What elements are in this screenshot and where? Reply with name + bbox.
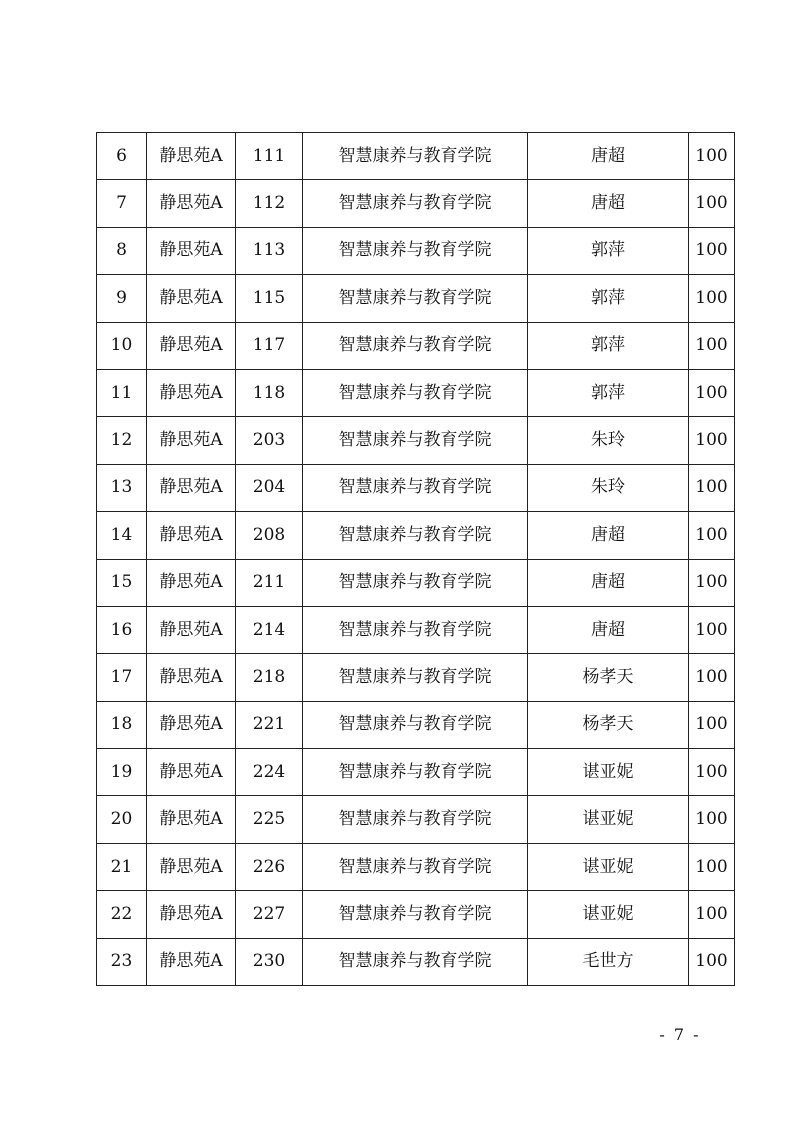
building-cell: 静思苑A (147, 369, 236, 416)
building-cell: 静思苑A (147, 464, 236, 511)
score-cell: 100 (689, 796, 735, 843)
row-number-cell: 20 (97, 796, 147, 843)
row-number-cell: 12 (97, 417, 147, 464)
table-row (97, 796, 735, 843)
row-number-cell: 6 (97, 133, 147, 180)
room-number-cell: 118 (236, 369, 303, 416)
responsible-person-cell: 毛世方 (528, 938, 689, 985)
score-cell: 100 (689, 512, 735, 559)
building-cell: 静思苑A (147, 749, 236, 796)
room-number-cell: 214 (236, 606, 303, 653)
score-cell: 100 (689, 417, 735, 464)
table-row (97, 843, 735, 890)
table-row (97, 180, 735, 227)
table-row (97, 938, 735, 985)
row-number-cell: 14 (97, 512, 147, 559)
responsible-person-cell: 谌亚妮 (528, 843, 689, 890)
row-number-cell: 21 (97, 843, 147, 890)
building-cell: 静思苑A (147, 417, 236, 464)
score-cell: 100 (689, 275, 735, 322)
table-row (97, 464, 735, 511)
college-cell: 智慧康养与教育学院 (303, 654, 528, 701)
college-cell: 智慧康养与教育学院 (303, 464, 528, 511)
responsible-person-cell: 谌亚妮 (528, 891, 689, 938)
building-cell: 静思苑A (147, 606, 236, 653)
score-cell: 100 (689, 322, 735, 369)
table-row (97, 559, 735, 606)
table-row (97, 369, 735, 416)
score-cell: 100 (689, 749, 735, 796)
college-cell: 智慧康养与教育学院 (303, 606, 528, 653)
college-cell: 智慧康养与教育学院 (303, 701, 528, 748)
college-cell: 智慧康养与教育学院 (303, 796, 528, 843)
responsible-person-cell: 郭萍 (528, 227, 689, 274)
page-number: - 7 - (659, 1025, 701, 1044)
college-cell: 智慧康养与教育学院 (303, 559, 528, 606)
score-cell: 100 (689, 938, 735, 985)
dormitory-score-table (96, 132, 735, 986)
table-row (97, 322, 735, 369)
score-cell: 100 (689, 227, 735, 274)
building-cell: 静思苑A (147, 654, 236, 701)
responsible-person-cell: 郭萍 (528, 275, 689, 322)
score-cell: 100 (689, 606, 735, 653)
building-cell: 静思苑A (147, 891, 236, 938)
responsible-person-cell: 唐超 (528, 512, 689, 559)
score-cell: 100 (689, 133, 735, 180)
room-number-cell: 204 (236, 464, 303, 511)
college-cell: 智慧康养与教育学院 (303, 749, 528, 796)
responsible-person-cell: 杨孝天 (528, 701, 689, 748)
room-number-cell: 224 (236, 749, 303, 796)
table-row (97, 512, 735, 559)
building-cell: 静思苑A (147, 133, 236, 180)
college-cell: 智慧康养与教育学院 (303, 938, 528, 985)
responsible-person-cell: 唐超 (528, 559, 689, 606)
building-cell: 静思苑A (147, 227, 236, 274)
responsible-person-cell: 唐超 (528, 606, 689, 653)
room-number-cell: 221 (236, 701, 303, 748)
row-number-cell: 8 (97, 227, 147, 274)
responsible-person-cell: 唐超 (528, 180, 689, 227)
room-number-cell: 203 (236, 417, 303, 464)
row-number-cell: 18 (97, 701, 147, 748)
table-row (97, 275, 735, 322)
responsible-person-cell: 谌亚妮 (528, 749, 689, 796)
row-number-cell: 15 (97, 559, 147, 606)
score-cell: 100 (689, 891, 735, 938)
responsible-person-cell: 杨孝天 (528, 654, 689, 701)
table-row (97, 749, 735, 796)
score-cell: 100 (689, 701, 735, 748)
table-row (97, 417, 735, 464)
row-number-cell: 17 (97, 654, 147, 701)
college-cell: 智慧康养与教育学院 (303, 891, 528, 938)
table-row (97, 701, 735, 748)
responsible-person-cell: 唐超 (528, 133, 689, 180)
row-number-cell: 11 (97, 369, 147, 416)
college-cell: 智慧康养与教育学院 (303, 512, 528, 559)
room-number-cell: 225 (236, 796, 303, 843)
table-row (97, 654, 735, 701)
score-cell: 100 (689, 654, 735, 701)
row-number-cell: 9 (97, 275, 147, 322)
room-number-cell: 117 (236, 322, 303, 369)
row-number-cell: 16 (97, 606, 147, 653)
building-cell: 静思苑A (147, 938, 236, 985)
college-cell: 智慧康养与教育学院 (303, 180, 528, 227)
room-number-cell: 226 (236, 843, 303, 890)
college-cell: 智慧康养与教育学院 (303, 843, 528, 890)
building-cell: 静思苑A (147, 275, 236, 322)
room-number-cell: 208 (236, 512, 303, 559)
row-number-cell: 22 (97, 891, 147, 938)
building-cell: 静思苑A (147, 701, 236, 748)
row-number-cell: 19 (97, 749, 147, 796)
row-number-cell: 23 (97, 938, 147, 985)
score-cell: 100 (689, 559, 735, 606)
row-number-cell: 13 (97, 464, 147, 511)
responsible-person-cell: 朱玲 (528, 417, 689, 464)
row-number-cell: 10 (97, 322, 147, 369)
building-cell: 静思苑A (147, 559, 236, 606)
room-number-cell: 230 (236, 938, 303, 985)
room-number-cell: 115 (236, 275, 303, 322)
responsible-person-cell: 朱玲 (528, 464, 689, 511)
building-cell: 静思苑A (147, 512, 236, 559)
room-number-cell: 111 (236, 133, 303, 180)
score-cell: 100 (689, 180, 735, 227)
building-cell: 静思苑A (147, 796, 236, 843)
building-cell: 静思苑A (147, 843, 236, 890)
room-number-cell: 113 (236, 227, 303, 274)
building-cell: 静思苑A (147, 180, 236, 227)
table-row (97, 891, 735, 938)
college-cell: 智慧康养与教育学院 (303, 322, 528, 369)
table-body (97, 133, 735, 986)
college-cell: 智慧康养与教育学院 (303, 369, 528, 416)
table-row (97, 606, 735, 653)
room-number-cell: 227 (236, 891, 303, 938)
responsible-person-cell: 郭萍 (528, 369, 689, 416)
college-cell: 智慧康养与教育学院 (303, 417, 528, 464)
table-row (97, 227, 735, 274)
responsible-person-cell: 郭萍 (528, 322, 689, 369)
row-number-cell: 7 (97, 180, 147, 227)
score-cell: 100 (689, 843, 735, 890)
room-number-cell: 211 (236, 559, 303, 606)
score-cell: 100 (689, 464, 735, 511)
room-number-cell: 112 (236, 180, 303, 227)
room-number-cell: 218 (236, 654, 303, 701)
college-cell: 智慧康养与教育学院 (303, 227, 528, 274)
building-cell: 静思苑A (147, 322, 236, 369)
college-cell: 智慧康养与教育学院 (303, 133, 528, 180)
college-cell: 智慧康养与教育学院 (303, 275, 528, 322)
score-cell: 100 (689, 369, 735, 416)
responsible-person-cell: 谌亚妮 (528, 796, 689, 843)
table-row (97, 133, 735, 180)
